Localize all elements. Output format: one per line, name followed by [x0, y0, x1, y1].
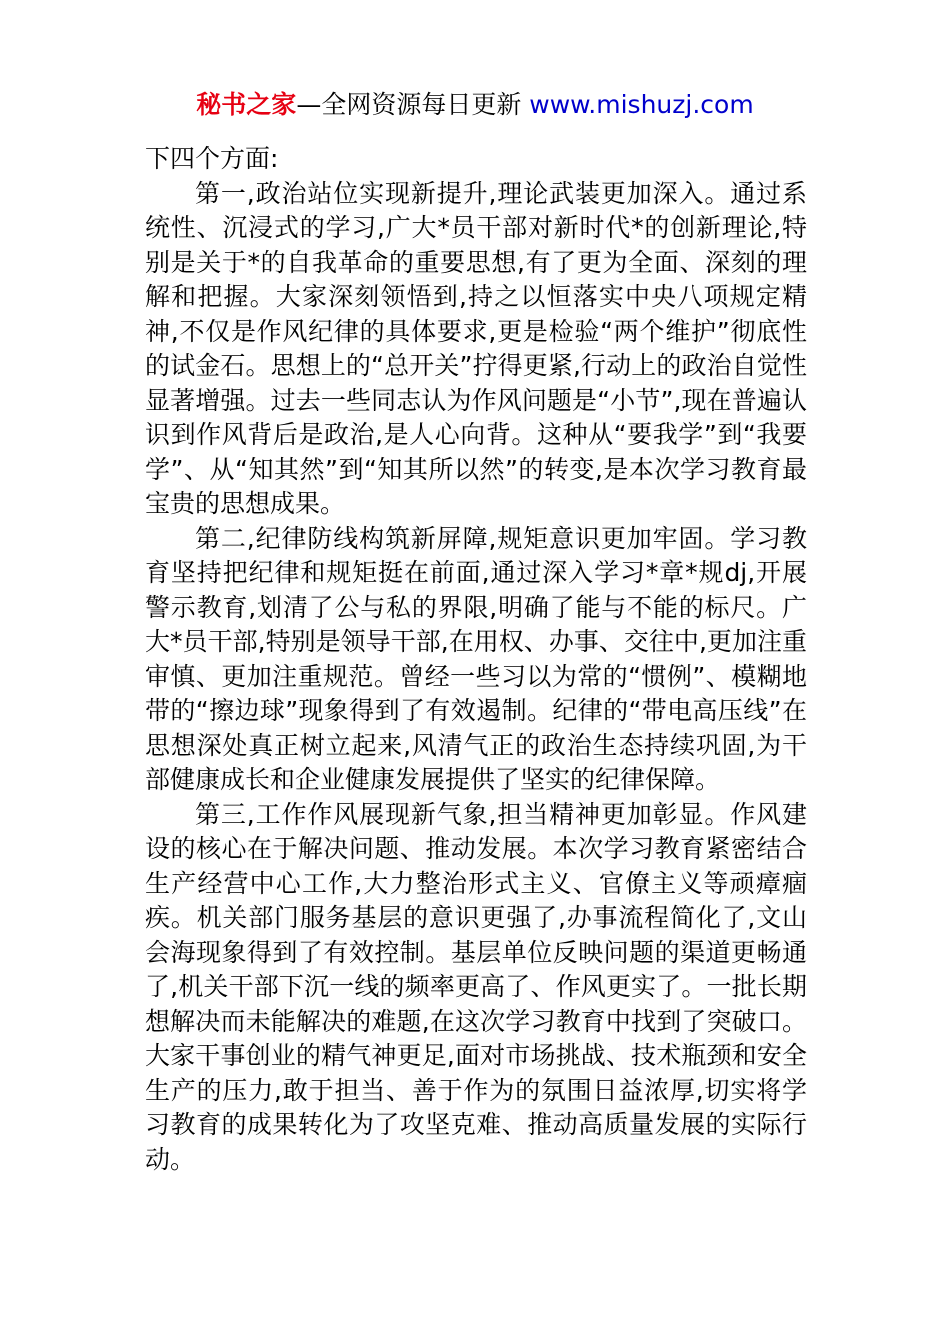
paragraph-first: 第一,政治站位实现新提升,理论武装更加深入。通过系统性、沉浸式的学习,广大*员干部对新时代*的创新理论,特别是关于*的自我革命的重要思想,有了更为全面、深刻的理解和把握。大家深刻领悟到,持之以恒落实中央八项规定精神,不仅是作风纪律的具体要求,更是检验“两个维护”彻底性的试金石。思想上的“总开关”拧得更紧,行动上的政治自觉性显著增强。过去一些同志认为作风问题是“小节”,现在普遍认识到作风背后是政治,是人心向背。这种从“要我学”到“我要学”、从“知其然”到“知其所以然”的转变,是本次学习教育最宝贵的思想成果。	[145, 178, 807, 518]
site-header	[0, 88, 950, 122]
paragraph-third: 第三,工作作风展现新气象,担当精神更加彰显。作风建设的核心在于解决问题、推动发展。本次学习教育紧密结合生产经营中心工作,大力整治形式主义、官僚主义等顽瘴痼疾。机关部门服务基层的意识更强了,办事流程简化了,文山会海现象得到了有效控制。基层单位反映问题的渠道更畅通了,机关干部下沉一线的频率更高了、作风更实了。一批长期想解决而未能解决的难题,在这次学习教育中找到了突破口。大家干事创业的精气神更足,面对市场挑战、技术瓶颈和安全生产的压力,敢于担当、善于作为的氛围日益浓厚,切实将学习教育的成果转化为了攻坚克难、推动高质量发展的实际行动。	[145, 799, 807, 1174]
site-url-link[interactable]: www.mishuzj.com	[529, 90, 754, 119]
document-body	[145, 142, 807, 1177]
site-brand: 秘书之家	[196, 90, 297, 119]
paragraph-second: 第二,纪律防线构筑新屏障,规矩意识更加牢固。学习教育坚持把纪律和规矩挺在前面,通过深入学习*章*规dj,开展警示教育,划清了公与私的界限,明确了能与不能的标尺。广大*员干部,特别是领导干部,在用权、办事、交往中,更加注重审慎、更加注重规范。曾经一些习以为常的“惯例”、模糊地带的“擦边球”现象得到了有效遏制。纪律的“带电高压线”在思想深处真正树立起来,风清气正的政治生态持续巩固,为干部健康成长和企业健康发展提供了坚实的纪律保障。	[145, 523, 807, 794]
intro-line: 下四个方面:	[145, 144, 279, 173]
site-tagline: —全网资源每日更新	[296, 90, 530, 119]
